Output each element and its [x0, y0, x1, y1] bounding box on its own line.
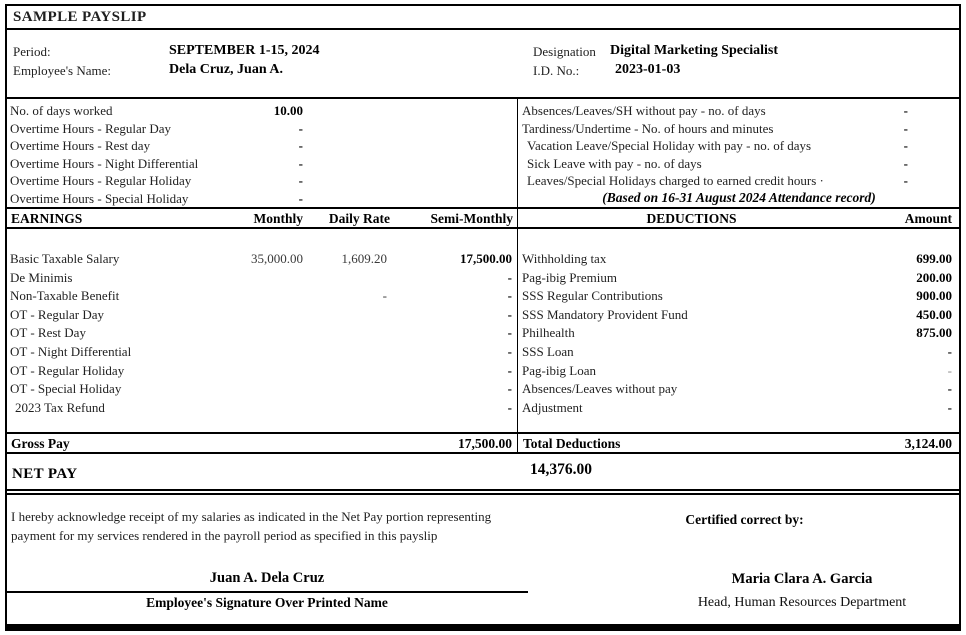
deduction-row	[519, 324, 959, 343]
attendance-value: -	[903, 103, 908, 118]
gross-pay-value: 17,500.00	[458, 436, 512, 451]
earnings-semi-monthly: -	[507, 399, 512, 415]
attendance-row	[7, 120, 517, 138]
id-number-value: 2023-01-03	[615, 62, 681, 77]
certifier-name: Maria Clara A. Garcia	[731, 571, 873, 587]
attendance-basis-note: (Based on 16-31 August 2024 Attendance record)	[602, 190, 876, 205]
deduction-amount: -	[947, 343, 952, 359]
earnings-row	[7, 399, 517, 418]
deduction-amount: 900.00	[916, 288, 952, 304]
attendance-right-panel	[519, 99, 959, 207]
attendance-value: -	[298, 173, 303, 188]
deduction-row	[519, 250, 959, 269]
net-pay-label: NET PAY	[12, 466, 78, 482]
deduction-amount: 699.00	[916, 251, 952, 266]
earnings-label: Basic Taxable Salary	[10, 251, 120, 266]
attendance-row	[7, 137, 517, 155]
deduction-row	[519, 343, 959, 362]
earnings-row	[7, 343, 517, 362]
gross-pay-cellgroup	[7, 434, 518, 452]
col-header-semi-monthly: Semi-Monthly	[430, 211, 513, 226]
employee-signature-label: Employee's Signature Over Printed Name	[146, 595, 388, 610]
attendance-value: -	[903, 173, 908, 188]
col-header-amount: Amount	[904, 211, 952, 226]
attendance-label: Overtime Hours - Special Holiday	[10, 190, 189, 206]
attendance-row	[519, 137, 959, 155]
deduction-label: SSS Mandatory Provident Fund	[522, 306, 688, 322]
certified-by-label: Certified correct by:	[685, 512, 804, 527]
attendance-row	[7, 190, 517, 208]
signature-line	[7, 591, 528, 593]
col-header-daily-rate: Daily Rate	[328, 211, 390, 226]
earnings-label: 2023 Tax Refund	[15, 399, 105, 415]
attendance-row	[519, 155, 959, 173]
attendance-value: -	[298, 120, 303, 136]
attendance-label: Vacation Leave/Special Holiday with pay - no. of days	[527, 138, 812, 153]
total-deductions-label: Total Deductions	[523, 436, 621, 451]
deduction-label: Pag-ibig Loan	[522, 362, 597, 378]
deduction-amount: -	[947, 362, 952, 378]
deductions-title: DEDUCTIONS	[646, 211, 737, 226]
earnings-semi-monthly: -	[507, 381, 512, 397]
deduction-label: Adjustment	[522, 399, 583, 415]
net-pay-value: 14,376.00	[530, 461, 592, 478]
deduction-amount: 200.00	[916, 269, 952, 285]
earnings-monthly: 35,000.00	[251, 251, 303, 266]
earnings-row	[7, 306, 517, 325]
earnings-semi-monthly: -	[507, 269, 512, 285]
employee-name-value: Dela Cruz, Juan A.	[169, 62, 283, 77]
certifier-block	[652, 571, 952, 611]
deduction-row	[519, 287, 959, 306]
designation-label: Designation	[533, 44, 596, 59]
attendance-row	[519, 102, 959, 120]
earnings-daily-rate: 1,609.20	[341, 251, 387, 266]
earnings-row	[7, 287, 517, 306]
attendance-label: Leaves/Special Holidays charged to earned credit hours ·	[527, 173, 824, 188]
earnings-semi-monthly: 17,500.00	[460, 251, 512, 266]
attendance-value: -	[298, 190, 303, 206]
gross-pay-label: Gross Pay	[11, 436, 70, 451]
attendance-row	[7, 155, 517, 173]
employee-info-section	[7, 30, 959, 99]
deduction-label: Absences/Leaves without pay	[522, 381, 678, 397]
attendance-label: Overtime Hours - Rest day	[10, 138, 151, 153]
earnings-semi-monthly: -	[507, 343, 512, 359]
deduction-label: Philhealth	[522, 325, 575, 341]
deduction-amount: -	[947, 399, 952, 415]
deduction-row	[519, 380, 959, 399]
earnings-label: OT - Special Holiday	[10, 381, 122, 397]
attendance-row	[519, 172, 959, 190]
attendance-section	[7, 99, 959, 209]
deductions-body	[519, 229, 959, 432]
earnings-semi-monthly: -	[507, 306, 512, 322]
deduction-label: SSS Loan	[522, 343, 574, 359]
attendance-value: -	[903, 138, 908, 153]
id-number-label: I.D. No.:	[533, 63, 580, 78]
attendance-left-panel	[7, 99, 518, 207]
attendance-label: Overtime Hours - Regular Holiday	[10, 173, 192, 188]
employee-name-label: Employee's Name:	[13, 63, 112, 78]
deductions-header	[519, 209, 959, 227]
earnings-label: OT - Regular Day	[10, 306, 104, 322]
earnings-body	[7, 229, 518, 432]
earnings-semi-monthly: -	[507, 325, 512, 341]
earnings-label: De Minimis	[10, 269, 73, 285]
attendance-label: No. of days worked	[10, 103, 113, 118]
certifier-title: Head, Human Resources Department	[697, 595, 907, 610]
deduction-row	[519, 399, 959, 418]
attendance-row	[7, 102, 517, 120]
designation-value: Digital Marketing Specialist	[610, 43, 778, 58]
acknowledgment-text: I hereby acknowledge receipt of my salaries as indicated in the Net Pay portion representing payment for my services rendered in the payroll period as specified in this payslip	[11, 509, 492, 543]
earnings-label: OT - Rest Day	[10, 325, 86, 341]
deduction-amount: 450.00	[916, 306, 952, 322]
earnings-semi-monthly: -	[507, 362, 512, 378]
earnings-row	[7, 250, 517, 269]
attendance-value: -	[298, 138, 303, 153]
deduction-amount: 875.00	[916, 325, 952, 341]
deduction-row	[519, 362, 959, 381]
total-deductions-value: 3,124.00	[904, 436, 952, 451]
deduction-row	[519, 269, 959, 288]
table-body	[7, 229, 959, 434]
period-label: Period:	[13, 44, 51, 59]
attendance-value: -	[903, 120, 908, 136]
totals-row	[7, 434, 959, 454]
deduction-label: Withholding tax	[522, 251, 607, 266]
deduction-label: Pag-ibig Premium	[522, 269, 617, 285]
deduction-amount: -	[947, 381, 952, 397]
attendance-label: Tardiness/Undertime - No. of hours and minutes	[522, 120, 774, 136]
period-value: SEPTEMBER 1-15, 2024	[169, 43, 320, 58]
attendance-row	[7, 172, 517, 190]
attendance-label: Absences/Leaves/SH without pay - no. of days	[522, 103, 766, 118]
earnings-header	[7, 209, 518, 227]
earnings-semi-monthly: -	[507, 288, 512, 304]
earnings-row	[7, 269, 517, 288]
earnings-label: Non-Taxable Benefit	[10, 288, 120, 304]
attendance-label: Sick Leave with pay - no. of days	[527, 155, 702, 171]
deduction-label: SSS Regular Contributions	[522, 288, 663, 304]
earnings-label: OT - Night Differential	[10, 343, 132, 359]
earnings-daily-rate: -	[382, 288, 387, 304]
earnings-row	[7, 324, 517, 343]
employee-signature-name: Juan A. Dela Cruz	[209, 570, 325, 586]
table-header-row	[7, 209, 959, 229]
attendance-value: 10.00	[273, 103, 303, 118]
earnings-row	[7, 362, 517, 381]
net-pay-row	[7, 454, 959, 495]
col-header-monthly: Monthly	[253, 211, 303, 226]
earnings-row	[7, 380, 517, 399]
attendance-row	[519, 120, 959, 138]
page-title: SAMPLE PAYSLIP	[13, 9, 147, 25]
title-bar	[7, 6, 959, 30]
deduction-row	[519, 306, 959, 325]
earnings-label: OT - Regular Holiday	[10, 362, 125, 378]
attendance-label: Overtime Hours - Night Differential	[10, 155, 199, 171]
attendance-value: -	[298, 155, 303, 171]
payslip-document	[5, 4, 961, 631]
earnings-title: EARNINGS	[11, 211, 83, 226]
signature-section	[7, 495, 959, 624]
total-deductions-cellgroup	[519, 434, 959, 452]
attendance-label: Overtime Hours - Regular Day	[10, 120, 172, 136]
attendance-value: -	[903, 155, 908, 171]
